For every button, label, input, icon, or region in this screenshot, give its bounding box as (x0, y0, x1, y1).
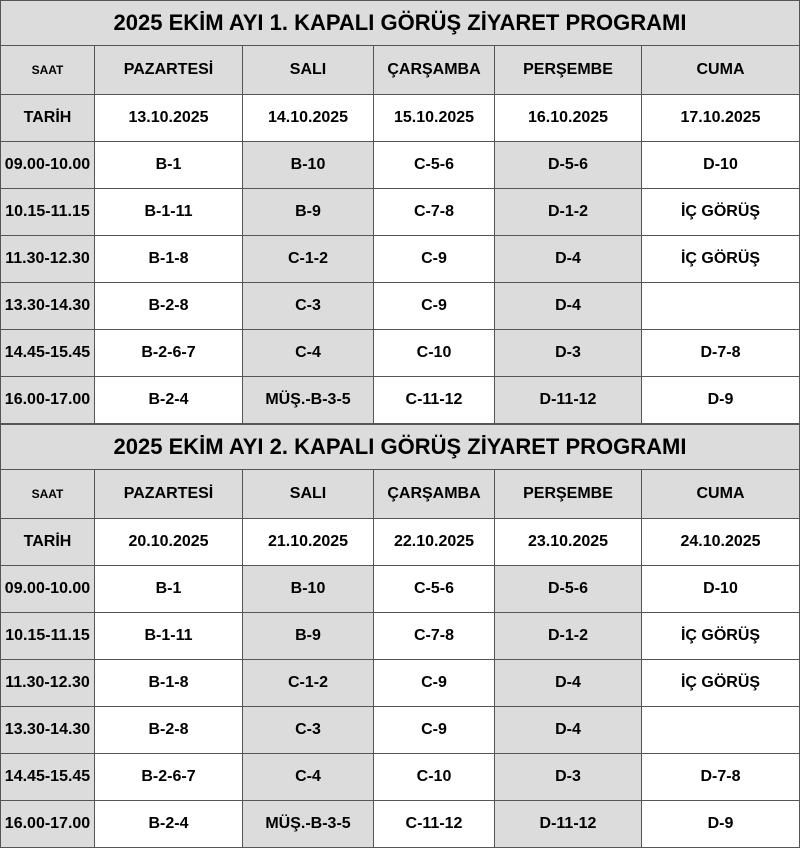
table-row (1, 707, 800, 754)
table-row (1, 330, 800, 377)
schedule-cell: D-9 (642, 801, 800, 848)
schedule-cell: B-9 (243, 613, 374, 660)
time-slot: 09.00-10.00 (1, 566, 95, 613)
schedule-cell: C-9 (374, 707, 495, 754)
time-slot: 13.30-14.30 (1, 707, 95, 754)
schedule-cell: C-4 (243, 330, 374, 377)
table-row (1, 801, 800, 848)
schedule-cell: B-10 (243, 142, 374, 189)
date-cell: 20.10.2025 (95, 519, 243, 566)
schedule-cell: C-3 (243, 707, 374, 754)
schedule-table-2 (0, 424, 800, 848)
header-cell-thursday: PERŞEMBE (495, 470, 642, 519)
header-cell-friday: CUMA (642, 470, 800, 519)
schedule-cell: C-9 (374, 283, 495, 330)
schedule-cell: D-3 (495, 754, 642, 801)
date-label: TARİH (1, 519, 95, 566)
schedule-cell: B-2-6-7 (95, 754, 243, 801)
schedule-cell: D-9 (642, 377, 800, 424)
schedule-cell: B-2-6-7 (95, 330, 243, 377)
time-slot: 10.15-11.15 (1, 189, 95, 236)
header-cell-monday: PAZARTESİ (95, 470, 243, 519)
schedule-cell: İÇ GÖRÜŞ (642, 236, 800, 283)
schedule-cell: B-10 (243, 566, 374, 613)
date-cell: 16.10.2025 (495, 95, 642, 142)
schedule-cell: D-4 (495, 236, 642, 283)
time-slot: 11.30-12.30 (1, 660, 95, 707)
schedule-cell: C-4 (243, 754, 374, 801)
schedule-cell: İÇ GÖRÜŞ (642, 613, 800, 660)
date-row (1, 95, 800, 142)
schedule-cell: D-4 (495, 660, 642, 707)
time-slot: 16.00-17.00 (1, 801, 95, 848)
header-cell-saat: SAAT (1, 46, 95, 95)
schedule-cell: B-1 (95, 142, 243, 189)
table-row (1, 189, 800, 236)
table-row (1, 754, 800, 801)
schedule-cell: D-10 (642, 566, 800, 613)
header-cell-thursday: PERŞEMBE (495, 46, 642, 95)
schedule-cell: D-11-12 (495, 801, 642, 848)
date-cell: 21.10.2025 (243, 519, 374, 566)
schedule-cell: B-2-8 (95, 283, 243, 330)
schedule-cell: D-1-2 (495, 613, 642, 660)
schedule-cell: C-10 (374, 330, 495, 377)
table-row (1, 377, 800, 424)
schedule-cell: B-1-11 (95, 613, 243, 660)
schedule-cell: C-1-2 (243, 236, 374, 283)
schedule-cell: D-7-8 (642, 754, 800, 801)
schedule-cell: B-2-4 (95, 377, 243, 424)
header-cell-saat: SAAT (1, 470, 95, 519)
time-slot: 14.45-15.45 (1, 330, 95, 377)
schedule-cell: C-1-2 (243, 660, 374, 707)
schedule-cell (642, 707, 800, 754)
schedule-cell: C-5-6 (374, 566, 495, 613)
table-row (1, 142, 800, 189)
table-row (1, 283, 800, 330)
schedule-cell: C-7-8 (374, 189, 495, 236)
table-title: 2025 EKİM AYI 1. KAPALI GÖRÜŞ ZİYARET PROGRAMI (1, 1, 800, 46)
header-row (1, 46, 800, 95)
table-row (1, 660, 800, 707)
time-slot: 13.30-14.30 (1, 283, 95, 330)
schedule-cell: D-5-6 (495, 566, 642, 613)
time-slot: 10.15-11.15 (1, 613, 95, 660)
schedule-cell: B-9 (243, 189, 374, 236)
schedule-cell: C-5-6 (374, 142, 495, 189)
schedule-cell: D-7-8 (642, 330, 800, 377)
schedule-cell (642, 283, 800, 330)
schedule-cell: İÇ GÖRÜŞ (642, 189, 800, 236)
header-cell-friday: CUMA (642, 46, 800, 95)
header-cell-monday: PAZARTESİ (95, 46, 243, 95)
time-slot: 16.00-17.00 (1, 377, 95, 424)
schedule-cell: MÜŞ.-B-3-5 (243, 377, 374, 424)
schedule-cell: D-4 (495, 283, 642, 330)
schedule-cell: C-9 (374, 236, 495, 283)
schedule-cell: B-1-8 (95, 660, 243, 707)
time-slot: 14.45-15.45 (1, 754, 95, 801)
schedule-cell: C-3 (243, 283, 374, 330)
schedule-cell: D-3 (495, 330, 642, 377)
table-row (1, 613, 800, 660)
date-cell: 15.10.2025 (374, 95, 495, 142)
schedule-cell: D-10 (642, 142, 800, 189)
schedule-cell: D-1-2 (495, 189, 642, 236)
table-row (1, 236, 800, 283)
schedule-cell: C-11-12 (374, 377, 495, 424)
schedule-cell: B-1 (95, 566, 243, 613)
schedule-cell: D-4 (495, 707, 642, 754)
schedule-cell: D-11-12 (495, 377, 642, 424)
schedule-cell: C-9 (374, 660, 495, 707)
schedule-cell: B-2-4 (95, 801, 243, 848)
date-row (1, 519, 800, 566)
date-cell: 23.10.2025 (495, 519, 642, 566)
schedule-cell: İÇ GÖRÜŞ (642, 660, 800, 707)
date-label: TARİH (1, 95, 95, 142)
header-cell-tuesday: SALI (243, 46, 374, 95)
schedule-cell: B-1-11 (95, 189, 243, 236)
schedule-cell: B-1-8 (95, 236, 243, 283)
header-cell-wednesday: ÇARŞAMBA (374, 470, 495, 519)
date-cell: 22.10.2025 (374, 519, 495, 566)
schedule-cell: C-7-8 (374, 613, 495, 660)
date-cell: 17.10.2025 (642, 95, 800, 142)
date-cell: 24.10.2025 (642, 519, 800, 566)
table-row (1, 566, 800, 613)
header-cell-tuesday: SALI (243, 470, 374, 519)
schedule-cell: C-11-12 (374, 801, 495, 848)
schedule-cell: D-5-6 (495, 142, 642, 189)
table-title: 2025 EKİM AYI 2. KAPALI GÖRÜŞ ZİYARET PROGRAMI (1, 425, 800, 470)
schedule-table-1 (0, 0, 800, 424)
schedule-cell: MÜŞ.-B-3-5 (243, 801, 374, 848)
time-slot: 09.00-10.00 (1, 142, 95, 189)
header-row (1, 470, 800, 519)
time-slot: 11.30-12.30 (1, 236, 95, 283)
schedule-cell: C-10 (374, 754, 495, 801)
date-cell: 13.10.2025 (95, 95, 243, 142)
schedule-cell: B-2-8 (95, 707, 243, 754)
date-cell: 14.10.2025 (243, 95, 374, 142)
header-cell-wednesday: ÇARŞAMBA (374, 46, 495, 95)
